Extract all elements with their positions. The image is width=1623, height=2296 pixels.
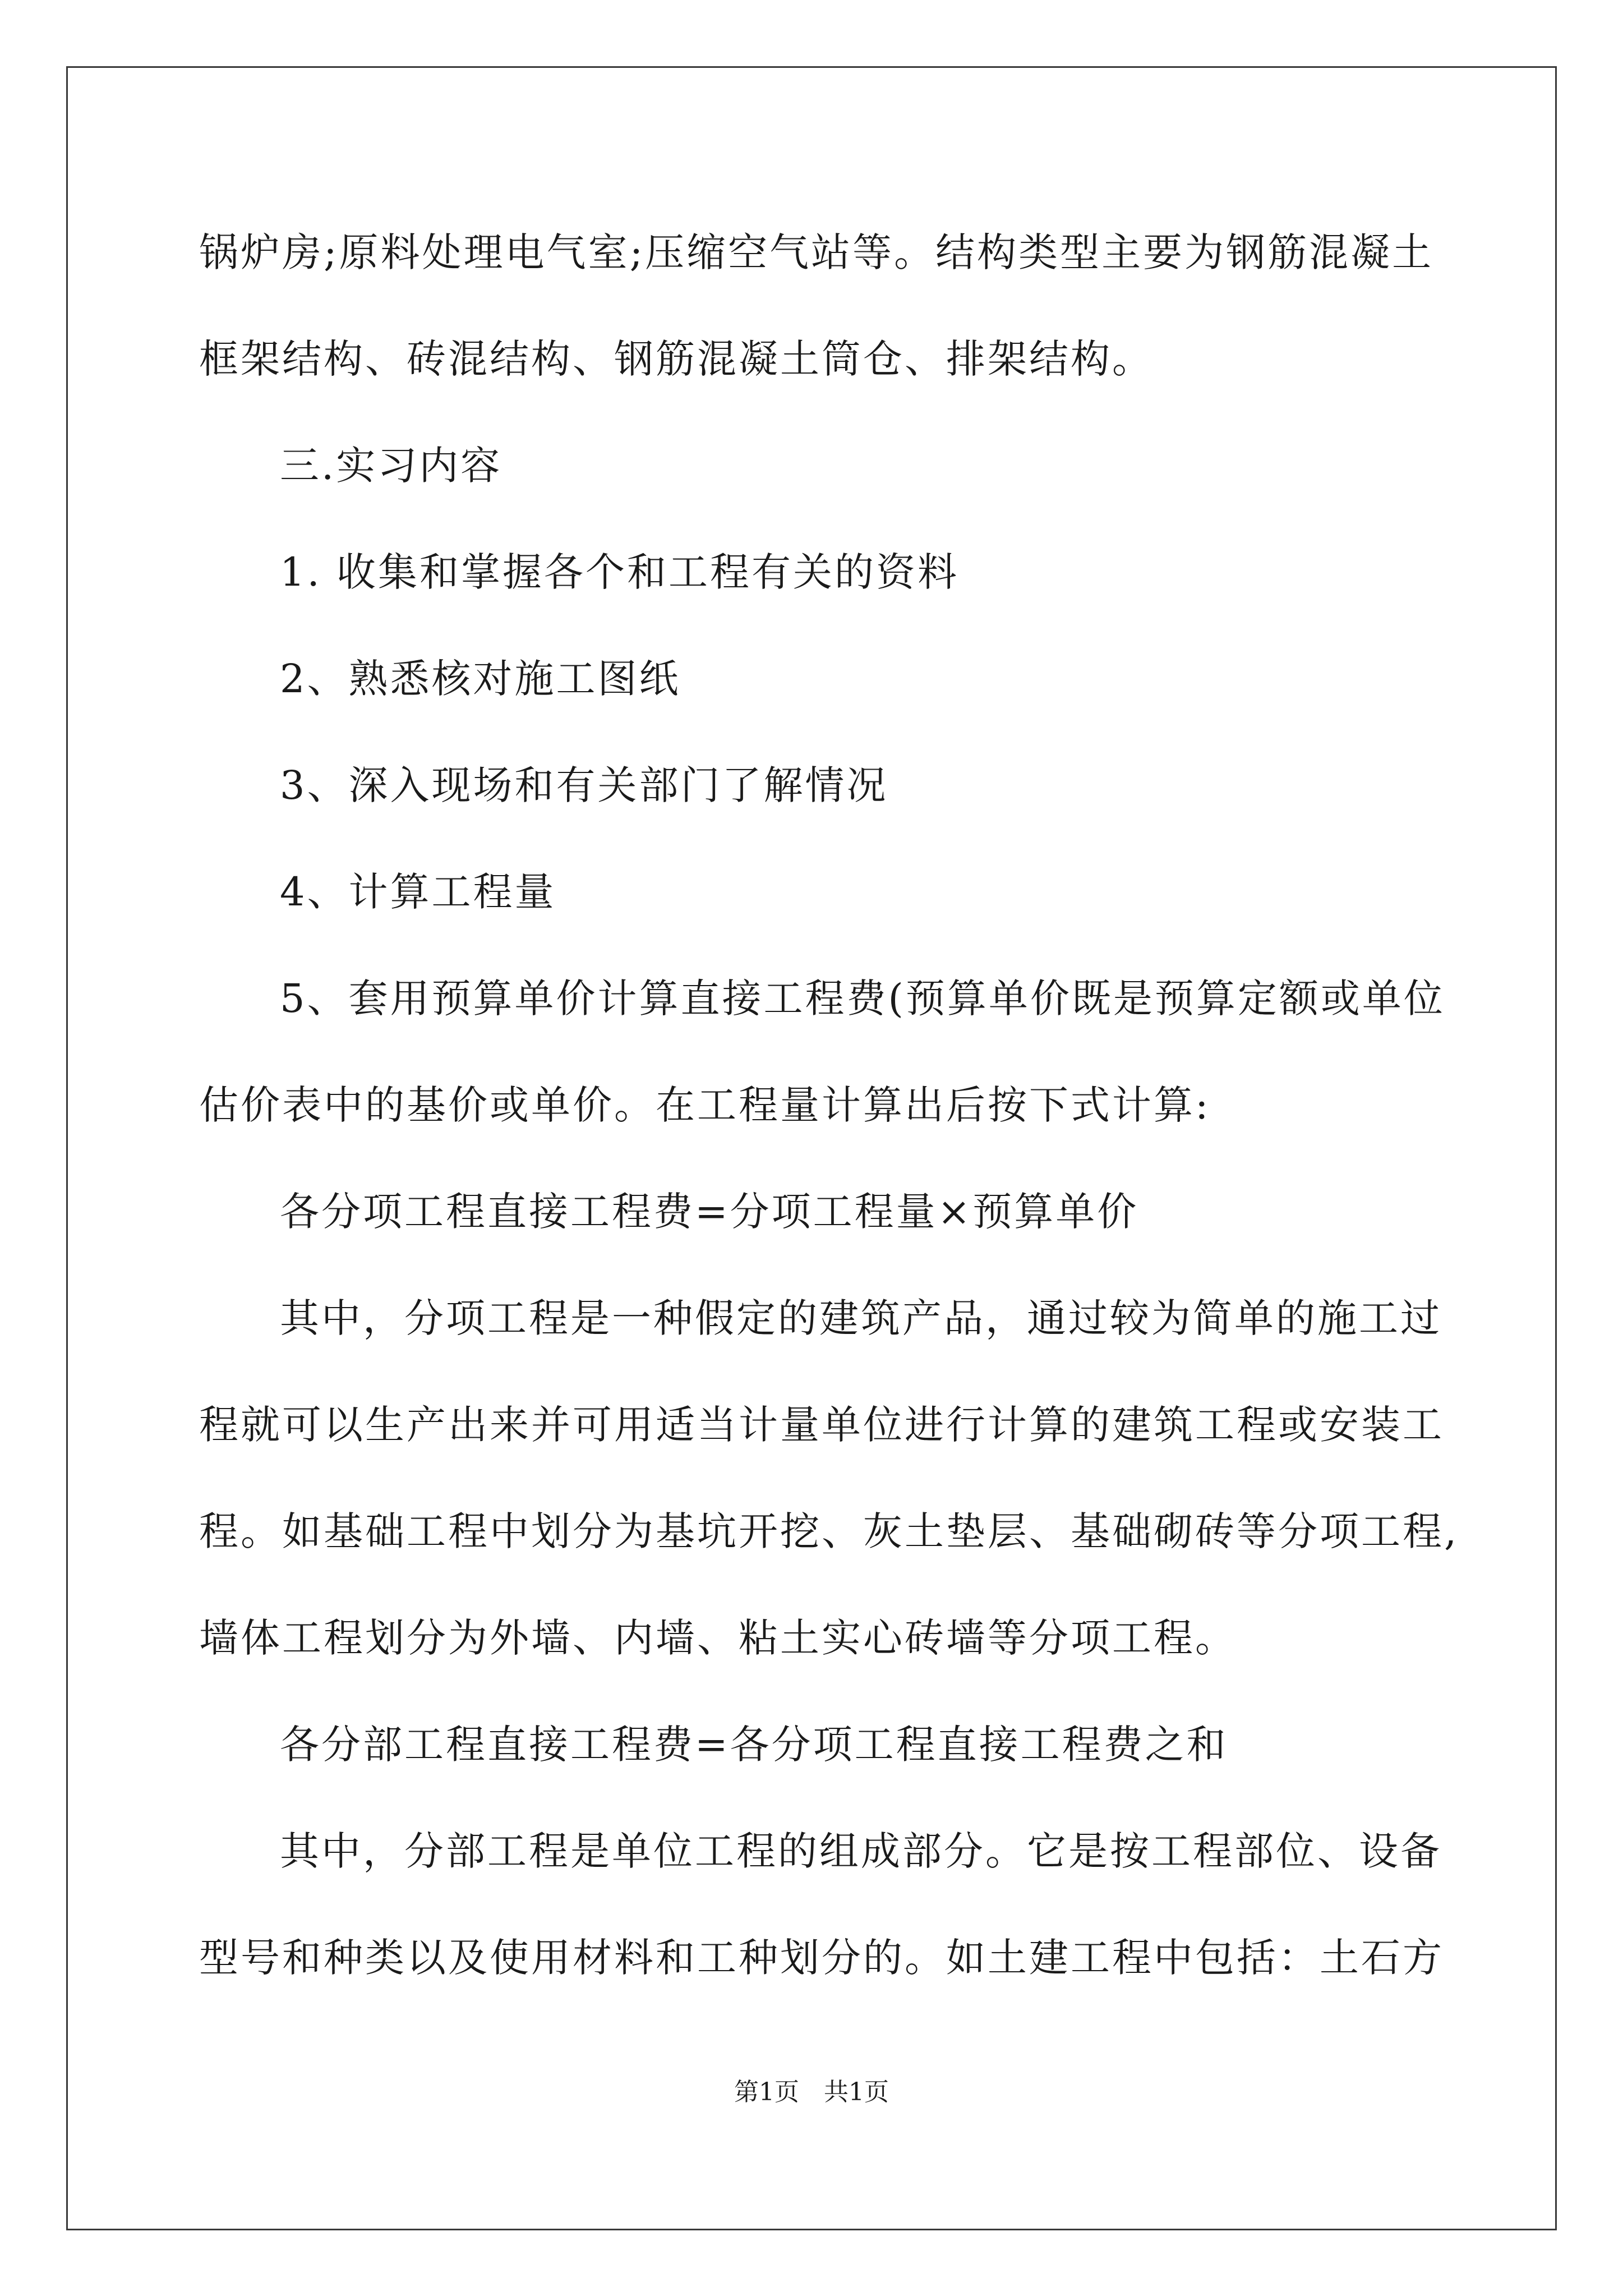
list-item: 5、套用预算单价计算直接工程费(预算单价既是预算定额或单位 <box>280 976 1445 1022</box>
text-line: 墙体工程划分为外墙、内墙、粘土实心砖墙等分项工程。 <box>199 1615 1237 1661</box>
formula-line: 各分部工程直接工程费=各分项工程直接工程费之和 <box>280 1722 1228 1768</box>
page-number: 第1页 共1页 <box>734 2078 889 2106</box>
text-line: 其中，分项工程是一种假定的建筑产品，通过较为简单的施工过 <box>280 1295 1442 1341</box>
text-line: 框架结构、砖混结构、钢筋混凝土筒仓、排架结构。 <box>199 336 1154 382</box>
list-item: 4、计算工程量 <box>280 869 556 915</box>
formula-line: 各分项工程直接工程费=分项工程量×预算单价 <box>280 1189 1139 1235</box>
text-line: 锅炉房;原料处理电气室;压缩空气站等。结构类型主要为钢筋混凝土 <box>199 229 1434 275</box>
list-item: 1. 收集和掌握各个和工程有关的资料 <box>280 549 960 595</box>
text-line: 型号和种类以及使用材料和工种划分的。如土建工程中包括：土石方 <box>199 1935 1444 1981</box>
text-line: 程就可以生产出来并可用适当计量单位进行计算的建筑工程或安装工 <box>199 1402 1444 1448</box>
list-item: 2、熟悉核对施工图纸 <box>280 656 681 702</box>
text-line: 程。如基础工程中划分为基坑开挖、灰土垫层、基础砌砖等分项工程, <box>199 1508 1459 1554</box>
list-item: 3、深入现场和有关部门了解情况 <box>280 762 888 808</box>
text-line: 估价表中的基价或单价。在工程量计算出后按下式计算: <box>199 1082 1211 1128</box>
text-line: 其中，分部工程是单位工程的组成部分。它是按工程部位、设备 <box>280 1828 1442 1874</box>
document-body <box>199 216 1459 2028</box>
section-heading: 三.实习内容 <box>280 443 502 489</box>
